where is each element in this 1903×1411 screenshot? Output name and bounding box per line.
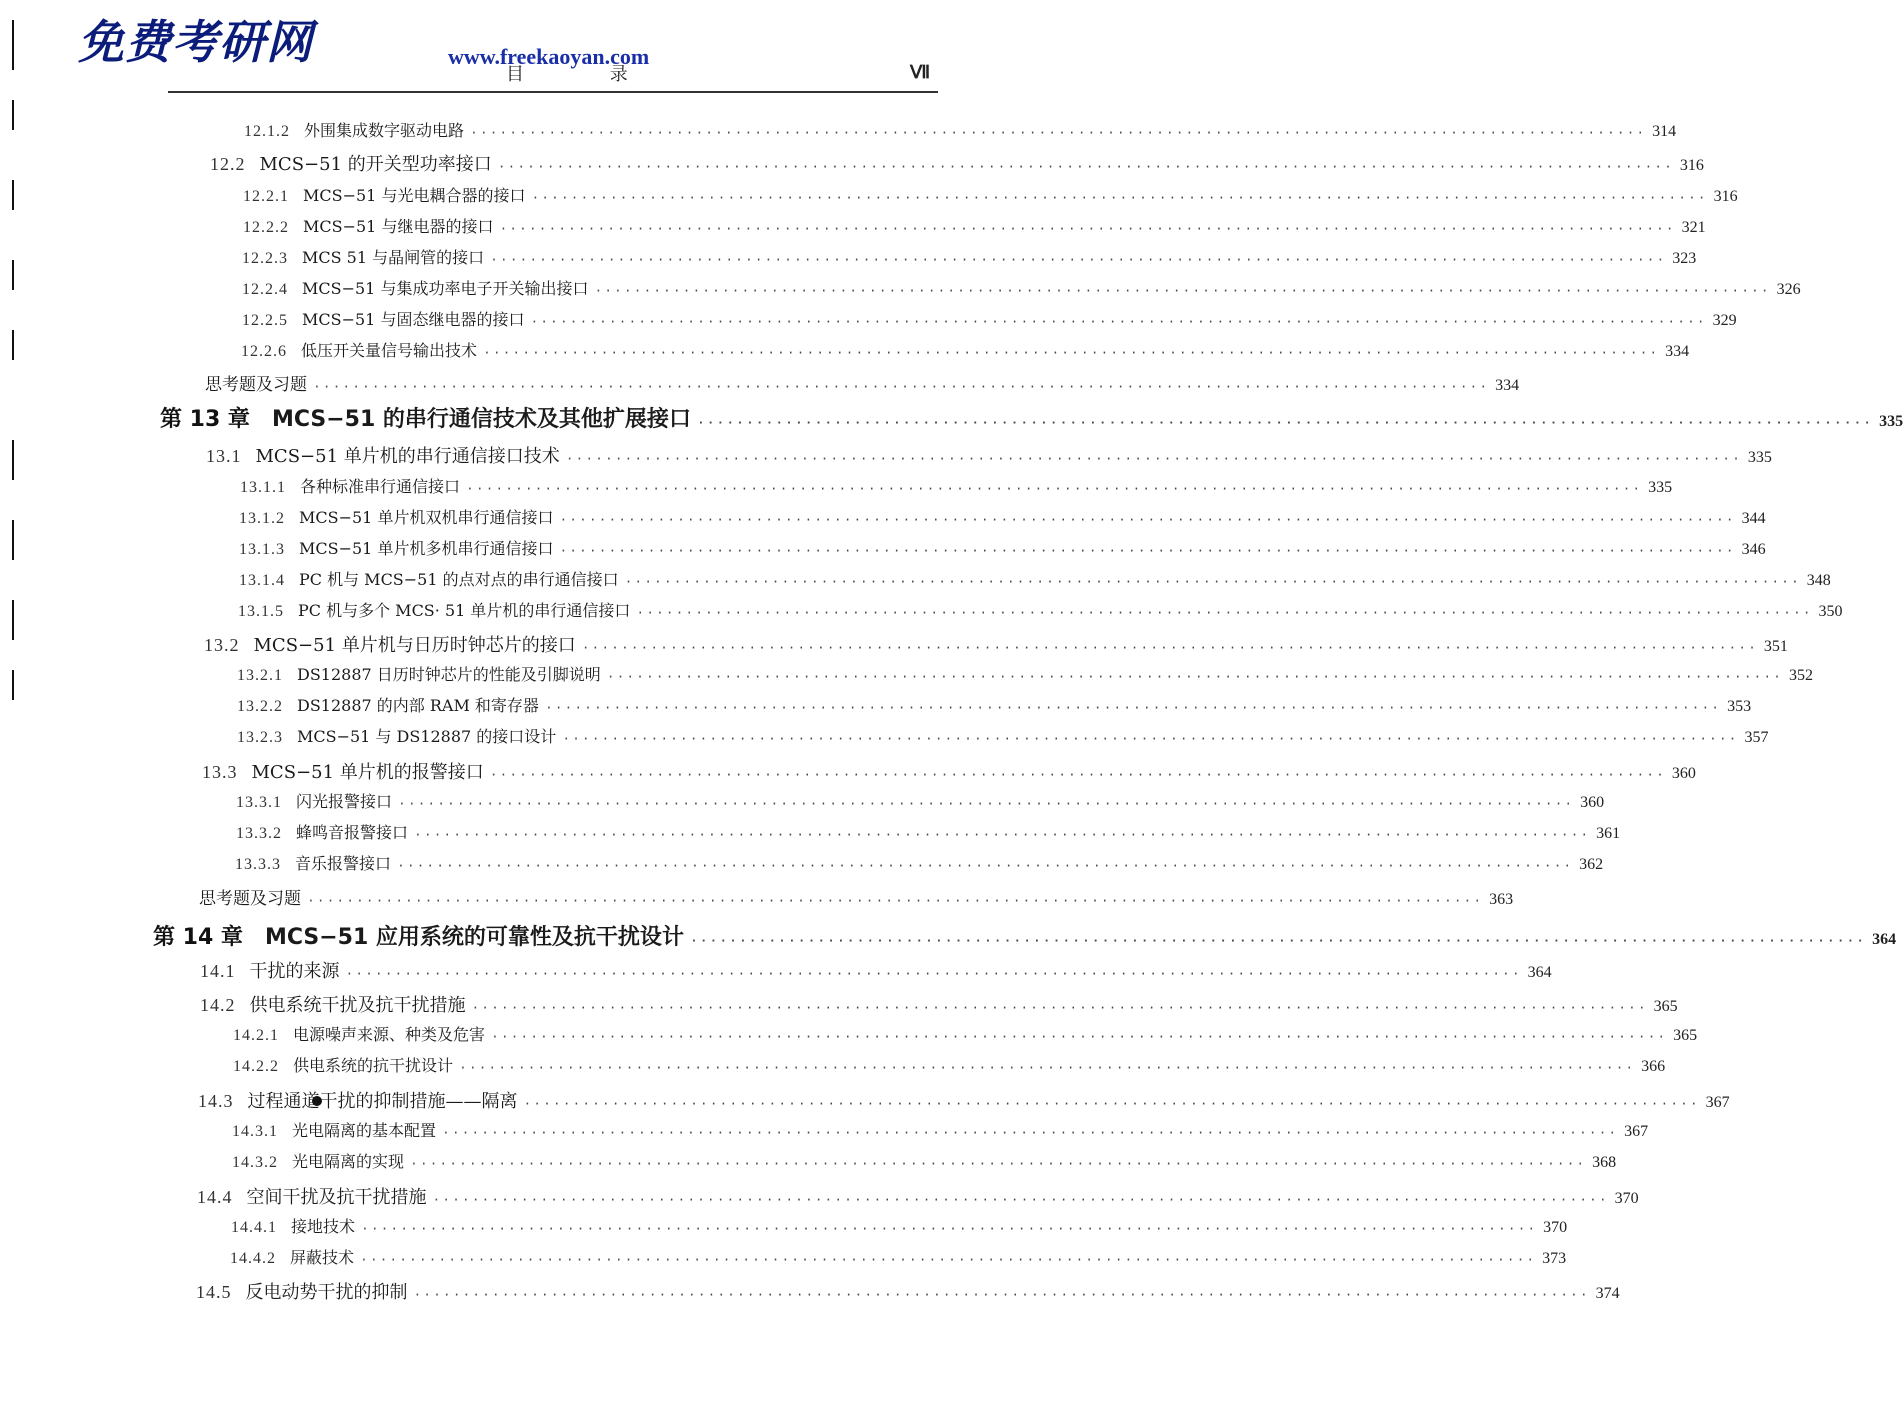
scan-edge-mark xyxy=(12,520,14,560)
leader-dots: ························································································································ xyxy=(361,1221,1538,1236)
leader-dots: ························································································································ xyxy=(559,512,1736,527)
toc-entry-page: 351 xyxy=(1763,638,1788,655)
leader-dots: ························································································································ xyxy=(489,767,1666,782)
toc-entry-number: 14.2 xyxy=(200,995,236,1015)
leader-dots: ························································································································ xyxy=(696,415,1874,430)
toc-entry-number: 12.2.5 xyxy=(242,312,288,329)
toc-entry-title: 外围集成数字驱动电路 xyxy=(304,121,465,140)
toc-entry-title: 空间干扰及抗干扰措施 xyxy=(246,1187,427,1208)
leader-dots: ························································································································ xyxy=(410,1156,1587,1171)
toc-entry-page: 363 xyxy=(1489,891,1514,908)
toc-entry-title: MCS−51 与继电器的接口 xyxy=(303,217,494,236)
toc-entry-title: PC 机与多个 MCS· 51 单片机的串行通信接口 xyxy=(298,601,631,620)
toc-entry-number: 12.2 xyxy=(210,154,246,174)
toc-entry[interactable] xyxy=(239,505,1766,528)
toc-entry-title: MCS−51 与光电耦合器的接口 xyxy=(303,186,526,205)
toc-entry-title: MCS−51 的串行通信技术及其他扩展接口 xyxy=(271,407,691,432)
toc-entry[interactable] xyxy=(200,957,1552,983)
toc-entry-page: 365 xyxy=(1653,998,1678,1015)
toc-entry-number: 第 14 章 xyxy=(153,925,243,950)
toc-entry[interactable] xyxy=(199,884,1514,909)
toc-entry-number: 13.2.2 xyxy=(237,698,283,715)
toc-entry-page: 352 xyxy=(1788,667,1813,684)
toc-entry-title: MCS−51 与固态继电器的接口 xyxy=(302,310,525,329)
site-url-link[interactable]: www.freekaoyan.com xyxy=(448,44,650,69)
scan-edge-mark xyxy=(12,600,14,640)
leader-dots: ························································································································ xyxy=(594,283,1771,298)
toc-entry-number: 14.3.1 xyxy=(232,1123,278,1140)
leader-dots: ························································································································ xyxy=(544,700,1722,715)
leader-dots: ························································································································ xyxy=(459,1060,1636,1075)
toc-entry-page: 367 xyxy=(1624,1123,1649,1140)
leader-dots: ························································································································ xyxy=(531,190,1708,205)
toc-entry[interactable] xyxy=(197,1183,1639,1209)
toc-entry-number: 13.1 xyxy=(206,446,242,466)
toc-entry-number: 13.1.2 xyxy=(239,510,285,527)
toc-entry[interactable] xyxy=(200,991,1678,1017)
leader-dots: ························································································································ xyxy=(471,1000,1648,1015)
toc-entry-number: 12.2.2 xyxy=(243,219,289,236)
toc-entry-page: 364 xyxy=(1872,931,1897,948)
toc-entry-title: MCS−51 单片机多机串行通信接口 xyxy=(299,539,554,558)
toc-entry-title: 思考题及习题 xyxy=(199,889,301,909)
toc-entry-page: 367 xyxy=(1705,1094,1730,1111)
toc-entry-page: 353 xyxy=(1727,698,1752,715)
toc-chapter[interactable] xyxy=(153,920,1897,951)
toc-entry-number: 14.4.2 xyxy=(230,1250,276,1267)
toc-entry-number: 12.1.2 xyxy=(244,123,290,140)
toc-entry-title: 接地技术 xyxy=(291,1217,356,1236)
toc-entry-page: 370 xyxy=(1543,1219,1568,1236)
leader-dots: ························································································································ xyxy=(497,159,1674,174)
toc-entry-title: 音乐报警接口 xyxy=(295,854,392,873)
toc-entry-page: 335 xyxy=(1648,479,1673,496)
toc-entry-title: MCS 51 与晶闸管的接口 xyxy=(302,248,485,267)
leader-dots: ························································································································ xyxy=(565,451,1742,466)
toc-entry-title: 闪光报警接口 xyxy=(296,792,393,811)
toc-entry-page: 316 xyxy=(1713,188,1738,205)
toc-entry-page: 346 xyxy=(1741,541,1766,558)
scan-edge-mark xyxy=(12,20,14,70)
toc-entry-page: 374 xyxy=(1595,1285,1620,1302)
toc-entry-number: 13.1.4 xyxy=(239,572,285,589)
leader-dots: ························································································································ xyxy=(559,543,1736,558)
toc-entry-title: 低压开关量信号输出技术 xyxy=(301,341,478,360)
toc-entry-page: 329 xyxy=(1712,312,1737,329)
scan-edge-mark xyxy=(12,100,14,130)
toc-entry-page: 326 xyxy=(1776,281,1801,298)
toc-entry[interactable] xyxy=(210,150,1704,176)
toc-entry-page: 362 xyxy=(1579,856,1604,873)
toc-entry[interactable] xyxy=(230,1245,1567,1268)
toc-entry[interactable] xyxy=(237,662,1813,685)
watermark-logo: 免费考研网 xyxy=(78,15,313,69)
toc-entry[interactable] xyxy=(243,183,1738,206)
leader-dots: ························································································································ xyxy=(606,669,1783,684)
toc-entry-number: 13.3.2 xyxy=(236,825,282,842)
toc-entry-title: PC 机与 MCS−51 的点对点的串行通信接口 xyxy=(299,570,619,589)
leader-dots: ························································································································ xyxy=(442,1125,1619,1140)
toc-entry-title: 供电系统干扰及抗干扰措施 xyxy=(249,995,466,1016)
page-number: Ⅶ xyxy=(910,62,931,82)
toc-entry-page: 350 xyxy=(1818,603,1843,620)
toc-entry-number: 14.5 xyxy=(196,1282,232,1302)
toc-entry-page: 366 xyxy=(1641,1058,1666,1075)
toc-entry-title: 电源噪声来源、种类及危害 xyxy=(293,1025,486,1044)
running-header-title: 目 录 xyxy=(506,64,668,85)
toc-entry[interactable] xyxy=(231,1214,1568,1237)
toc-entry-number: 12.2.6 xyxy=(241,343,287,360)
toc-entry[interactable] xyxy=(243,214,1706,237)
toc-entry-number: 13.2.1 xyxy=(237,667,283,684)
toc-entry-number: 13.3 xyxy=(202,762,238,782)
toc-entry[interactable] xyxy=(202,758,1696,784)
toc-entry-title: MCS−51 单片机双机串行通信接口 xyxy=(299,508,554,527)
toc-entry-number: 14.2.1 xyxy=(233,1027,279,1044)
toc-entry[interactable] xyxy=(239,567,1831,590)
toc-entry-title: 干扰的来源 xyxy=(249,961,340,982)
leader-dots: ························································································································ xyxy=(432,1192,1609,1207)
toc-entry[interactable] xyxy=(242,307,1737,330)
toc-entry-title: MCS−51 单片机的串行通信接口技术 xyxy=(255,446,560,467)
leader-dots: ························································································································ xyxy=(523,1096,1700,1111)
toc-entry-number: 14.4 xyxy=(197,1187,233,1207)
toc-entry-number: 第 13 章 xyxy=(160,407,250,432)
scan-edge-mark xyxy=(12,440,14,480)
toc-entry[interactable] xyxy=(196,1278,1620,1304)
toc-entry-number: 13.2.3 xyxy=(237,729,283,746)
toc-entry-page: 344 xyxy=(1741,510,1766,527)
toc-entry-number: 14.3 xyxy=(198,1091,234,1111)
toc-entry-page: 348 xyxy=(1806,572,1831,589)
toc-entry-title: MCS−51 与集成功率电子开关输出接口 xyxy=(302,279,589,298)
leader-dots: ························································································································ xyxy=(624,574,1801,589)
leader-dots: ························································································································ xyxy=(313,379,1490,394)
leader-dots: ························································································································ xyxy=(562,731,1739,746)
toc-entry[interactable] xyxy=(241,338,1690,361)
toc-entry[interactable] xyxy=(233,1022,1698,1045)
toc-entry-title: DS12887 日历时钟芯片的性能及引脚说明 xyxy=(297,665,601,684)
toc-entry-number: 14.2.2 xyxy=(233,1058,279,1075)
toc-entry-title: 反电动势干扰的抑制 xyxy=(245,1282,408,1303)
toc-entry-page: 370 xyxy=(1614,1190,1639,1207)
toc-entry-page: 361 xyxy=(1596,825,1621,842)
toc-entry[interactable] xyxy=(206,442,1772,468)
toc-entry-title: 蜂鸣音报警接口 xyxy=(296,823,409,842)
leader-dots: ························································································································ xyxy=(483,345,1660,360)
leader-dots: ························································································································ xyxy=(360,1252,1537,1267)
toc-entry-page: 360 xyxy=(1580,794,1605,811)
toc-entry[interactable] xyxy=(198,1087,1730,1113)
scan-edge-mark xyxy=(12,330,14,360)
leader-dots: ························································································································ xyxy=(490,252,1667,267)
toc-entry[interactable] xyxy=(237,693,1752,716)
toc-entry-number: 13.1.5 xyxy=(238,603,284,620)
toc-entry-title: 思考题及习题 xyxy=(205,375,307,395)
toc-entry[interactable] xyxy=(204,631,1788,657)
toc-entry-number: 13.3.3 xyxy=(235,856,281,873)
toc-entry[interactable] xyxy=(236,789,1605,812)
toc-entry[interactable] xyxy=(232,1149,1617,1172)
toc-entry-title: DS12887 的内部 RAM 和寄存器 xyxy=(297,696,539,715)
toc-entry-page: 314 xyxy=(1652,123,1677,140)
toc-entry[interactable] xyxy=(236,820,1621,843)
toc-entry[interactable] xyxy=(240,474,1673,497)
leader-dots: ························································································································ xyxy=(689,933,1867,948)
toc-entry[interactable] xyxy=(233,1053,1666,1076)
leader-dots: ························································································································ xyxy=(414,827,1591,842)
toc-entry-number: 13.1.3 xyxy=(239,541,285,558)
leader-dots: ························································································································ xyxy=(530,314,1707,329)
toc-entry-page: 323 xyxy=(1672,250,1697,267)
toc-entry-title: 屏蔽技术 xyxy=(290,1248,355,1267)
leader-dots: ························································································································ xyxy=(397,858,1574,873)
toc-entry-page: 335 xyxy=(1879,413,1903,430)
toc-entry[interactable] xyxy=(232,1118,1649,1141)
toc-entry-title: MCS−51 应用系统的可靠性及抗干扰设计 xyxy=(264,925,684,950)
toc-entry-title: MCS−51 单片机的报警接口 xyxy=(251,762,484,783)
toc-entry-number: 12.2.3 xyxy=(242,250,288,267)
toc-entry-title: MCS−51 单片机与日历时钟芯片的接口 xyxy=(253,635,576,656)
toc-entry[interactable] xyxy=(235,851,1604,874)
toc-entry-number: 13.3.1 xyxy=(236,794,282,811)
toc-entry-page: 316 xyxy=(1679,157,1704,174)
toc-entry-page: 334 xyxy=(1495,377,1520,394)
toc-entry-page: 321 xyxy=(1681,219,1706,236)
leader-dots: ························································································································ xyxy=(499,221,1676,236)
scan-edge-mark xyxy=(12,180,14,210)
toc-entry-page: 335 xyxy=(1747,449,1772,466)
toc-entry[interactable] xyxy=(238,598,1843,621)
leader-dots: ························································································································ xyxy=(398,796,1575,811)
scan-edge-mark xyxy=(12,260,14,290)
toc-entry-number: 14.4.1 xyxy=(231,1219,277,1236)
leader-dots: ························································································································ xyxy=(307,893,1484,908)
toc-chapter[interactable] xyxy=(160,402,1903,433)
toc-entry-page: 373 xyxy=(1542,1250,1567,1267)
toc-entry[interactable] xyxy=(237,724,1769,747)
toc-entry-page: 368 xyxy=(1592,1154,1617,1171)
leader-dots: ························································································································ xyxy=(345,966,1522,981)
leader-dots: ························································································································ xyxy=(491,1029,1668,1044)
toc-entry-title: MCS−51 的开关型功率接口 xyxy=(259,154,492,175)
leader-dots: ························································································································ xyxy=(636,605,1813,620)
toc-entry-page: 364 xyxy=(1527,964,1552,981)
leader-dots: ························································································································ xyxy=(581,640,1758,655)
toc-entry[interactable] xyxy=(244,118,1677,141)
header-rule xyxy=(168,91,938,93)
toc-entry-page: 365 xyxy=(1673,1027,1698,1044)
toc-entry-title: 供电系统的抗干扰设计 xyxy=(293,1056,454,1075)
leader-dots: ························································································································ xyxy=(466,481,1643,496)
toc-entry-number: 13.2 xyxy=(204,635,240,655)
toc-entry-number: 13.1.1 xyxy=(240,479,286,496)
toc-entry[interactable] xyxy=(239,536,1766,559)
toc-entry-number: 14.1 xyxy=(200,961,236,981)
toc-entry-page: 357 xyxy=(1744,729,1769,746)
toc-entry-title: 光电隔离的基本配置 xyxy=(292,1121,437,1140)
toc-entry-title: 过程通道干扰的抑制措施——隔离 xyxy=(247,1091,518,1112)
toc-entry-title: 光电隔离的实现 xyxy=(292,1152,405,1171)
toc-entry-title: 各种标准串行通信接口 xyxy=(300,477,461,496)
toc-entry-number: 12.2.1 xyxy=(243,188,289,205)
toc-entry-page: 360 xyxy=(1671,765,1696,782)
toc-entry-title: MCS−51 与 DS12887 的接口设计 xyxy=(297,727,557,746)
toc-entry-page: 334 xyxy=(1665,343,1690,360)
toc-entry[interactable] xyxy=(205,370,1520,395)
toc-entry[interactable] xyxy=(242,276,1801,299)
toc-entry[interactable] xyxy=(242,245,1697,268)
scan-edge-mark xyxy=(12,670,14,700)
toc-entry-number: 12.2.4 xyxy=(242,281,288,298)
leader-dots: ························································································································ xyxy=(413,1287,1590,1302)
toc-entry-number: 14.3.2 xyxy=(232,1154,278,1171)
leader-dots: ························································································································ xyxy=(470,125,1647,140)
